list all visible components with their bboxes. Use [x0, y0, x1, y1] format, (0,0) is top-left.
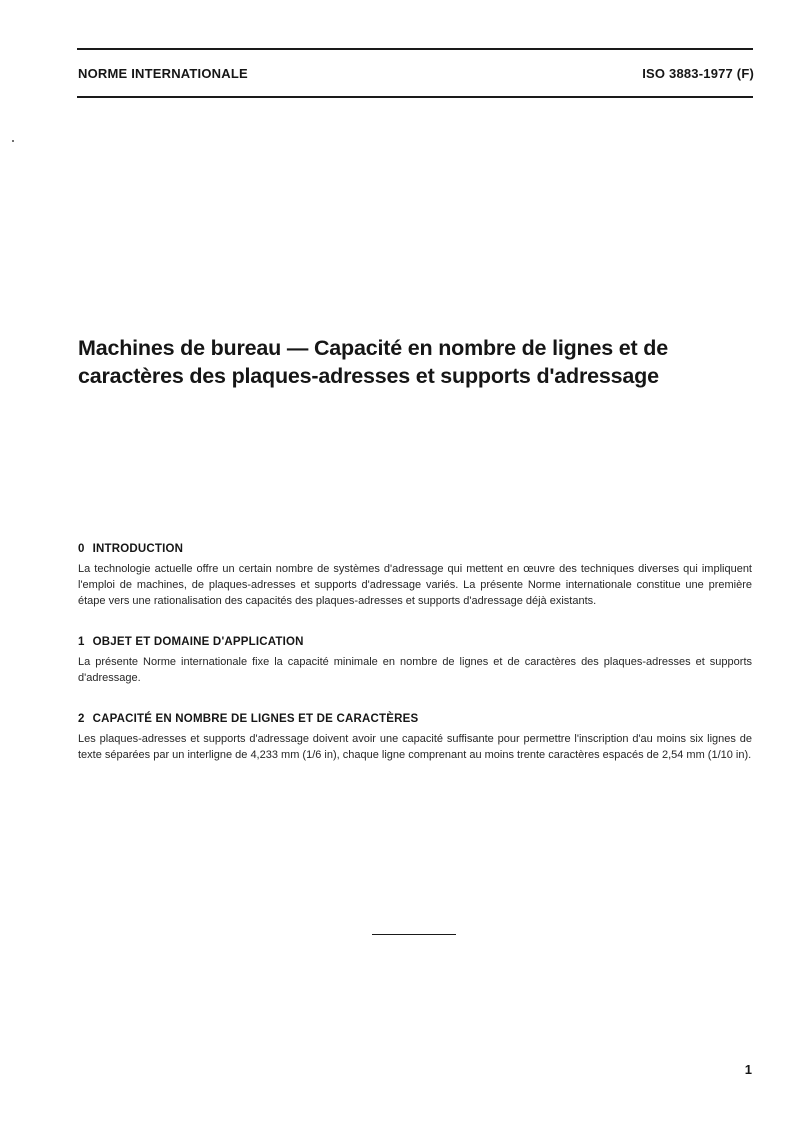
section-heading-text: OBJET ET DOMAINE D'APPLICATION	[92, 636, 304, 648]
section-body: La technologie actuelle offre un certain nombre de systèmes d'adressage qui mettent en œuvre des techniques diverses qui impliquent l'emploi de machines, de plaques-adresses et supports d'adressage variés. La présente Norme internationale constitue une première étape vers une rationalisation des capacités des plaques-adresses et supports d'adressage déjà existants.	[78, 563, 752, 607]
document-title-line-2: caractères des plaques-adresses et supports d'adressage	[78, 364, 659, 388]
section-number: 1	[78, 636, 85, 648]
section-heading	[78, 543, 752, 555]
document-type-label: NORME INTERNATIONALE	[78, 66, 248, 81]
standard-reference-label: ISO 3883-1977 (F)	[642, 66, 754, 81]
document-title	[78, 334, 758, 390]
section-number: 0	[78, 543, 85, 555]
header-bottom-rule	[77, 96, 753, 98]
section-heading-text: CAPACITÉ EN NOMBRE DE LIGNES ET DE CARACTÈRES	[92, 713, 419, 725]
section-introduction	[78, 543, 752, 609]
scan-speck	[12, 140, 14, 142]
section-body: Les plaques-adresses et supports d'adressage doivent avoir une capacité suffisante pour permettre l'inscription d'au moins six lignes de texte séparées par un interligne de 4,233 mm (1/6 in), chaque ligne comprenant au moins trente caractères espacés de 2,54 mm (1/10 in).	[78, 733, 752, 761]
section-heading	[78, 636, 752, 648]
section-capacite	[78, 713, 752, 763]
section-number: 2	[78, 713, 85, 725]
section-heading-text: INTRODUCTION	[92, 543, 184, 555]
page-number: 1	[744, 1062, 752, 1077]
document-title-line-1: Machines de bureau — Capacité en nombre de lignes et de	[78, 336, 668, 360]
section-body: La présente Norme internationale fixe la capacité minimale en nombre de lignes et de caractères des plaques-adresses et supports d'adressage.	[78, 656, 752, 684]
section-objet-et-domaine	[78, 636, 752, 686]
section-heading	[78, 713, 752, 725]
header-top-rule	[77, 48, 753, 50]
end-of-text-rule	[372, 934, 456, 935]
